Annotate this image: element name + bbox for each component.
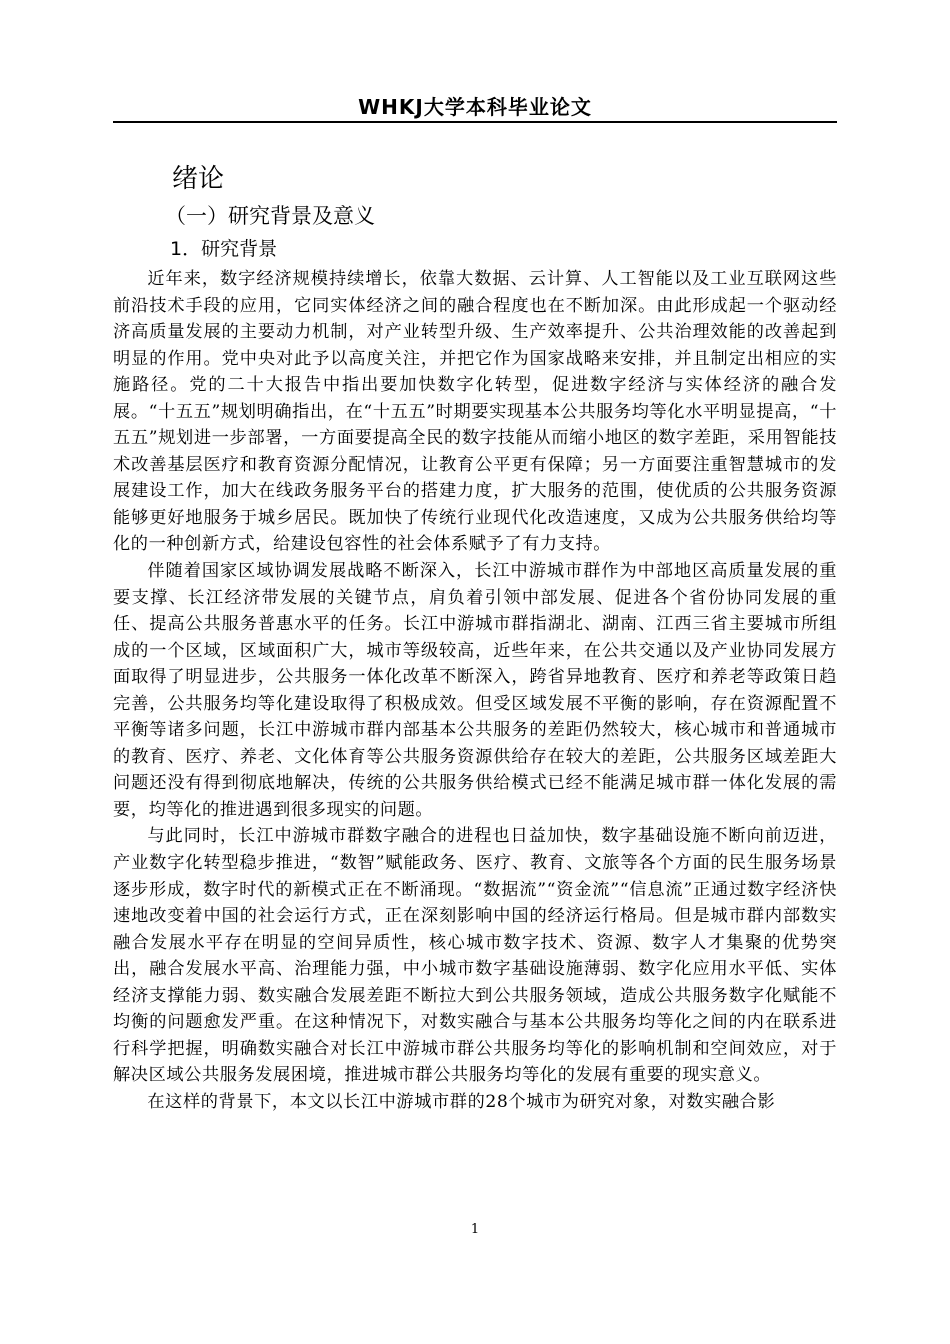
chapter-heading: 绪论 [172,164,225,194]
page-number: 1 [470,1222,480,1237]
running-header-title: WHKJ大学本科毕业论文 [358,95,592,119]
section-heading: （一）研究背景及意义 [165,204,375,228]
paragraph-3: 与此同时，长江中游城市群数字融合的进程也日益加快，数字基础设施不断向前迈进，产业数字化转型稳步推进，“数智”赋能政务、医疗、教育、文旅等各个方面的民生服务场景逐步形成，数字时代的新模式正在不断涌现。“数据流”“资金流”“信息流”正通过数字经济快速地改变着中国的社会运行方式，正在深刻影响中国的经济运行格局。但是城市群内部数实融合发展水平存在明显的空间异质性，核心城市数字技术、资源、数字人才集聚的优势突出，融合发展水平高、治理能力强，中小城市数字基础设施薄弱、数字化应用水平低、实体经济支撑能力弱、数实融合发展差距不断拉大到公共服务领域，造成公共服务数字化赋能不均衡的问题愈发严重。在这种情况下，对数实融合与基本公共服务均等化之间的内在联系进行科学把握，明确数实融合对长江中游城市群公共服务均等化的影响机制和空间效应，对于解决区域公共服务发展困境，推进城市群公共服务均等化的发展有重要的现实意义。 [113,826,837,1086]
paragraph-2: 伴随着国家区域协调发展战略不断深入，长江中游城市群作为中部地区高质量发展的重要支撑、长江经济带发展的关键节点，肩负着引领中部发展、促进各个省份协同发展的重任、提高公共服务普惠水平的任务。长江中游城市群指湖北、湖南、江西三省主要城市所组成的一个区域，区域面积广大，城市等级较高，近些年来，在公共交通以及产业协同发展方面取得了明显进步，公共服务一体化改革不断深入，跨省异地教育、医疗和养老等政策日趋完善，公共服务均等化建设取得了积极成效。但受区域发展不平衡的影响，存在资源配置不平衡等诸多问题，长江中游城市群内部基本公共服务的差距仍然较大，核心城市和普通城市的教育、医疗、养老、文化体育等公共服务资源供给存在较大的差距，公共服务区域差距大问题还没有得到彻底地解决，传统的公共服务供给模式已经不能满足城市群一体化发展的需要，均等化的推进遇到很多现实的问题。 [113,561,837,820]
paragraph-4: 在这样的背景下，本文以长江中游城市群的28个城市为研究对象，对数实融合影 [147,1091,776,1112]
paragraph-1: 近年来，数字经济规模持续增长，依靠大数据、云计算、人工智能以及工业互联网这些前沿技术手段的应用，它同实体经济之间的融合程度也在不断加深。由此形成起一个驱动经济高质量发展的主要动力机制，对产业转型升级、生产效率提升、公共治理效能的改善起到明显的作用。党中央对此予以高度关注，并把它作为国家战略来安排，并且制定出相应的实施路径。党的二十大报告中指出要加快数字化转型，促进数字经济与实体经济的融合发展。“十五五”规划明确指出，在“十五五”时期要实现基本公共服务均等化水平明显提高，“十五五”规划进一步部署，一方面要提高全民的数字技能从而缩小地区的数字差距，采用智能技术改善基层医疗和教育资源分配情况，让教育公平更有保障；另一方面要注重智慧城市的发展建设工作，加大在线政务服务平台的搭建力度，扩大服务的范围，使优质的公共服务资源能够更好地服务于城乡居民。既加快了传统行业现代化改造速度，又成为公共服务供给均等化的一种创新方式，给建设包容性的社会体系赋予了有力支持。 [113,269,837,555]
header-divider [113,121,837,123]
subsection-heading: 1．研究背景 [170,238,278,260]
body-text [113,266,837,1116]
